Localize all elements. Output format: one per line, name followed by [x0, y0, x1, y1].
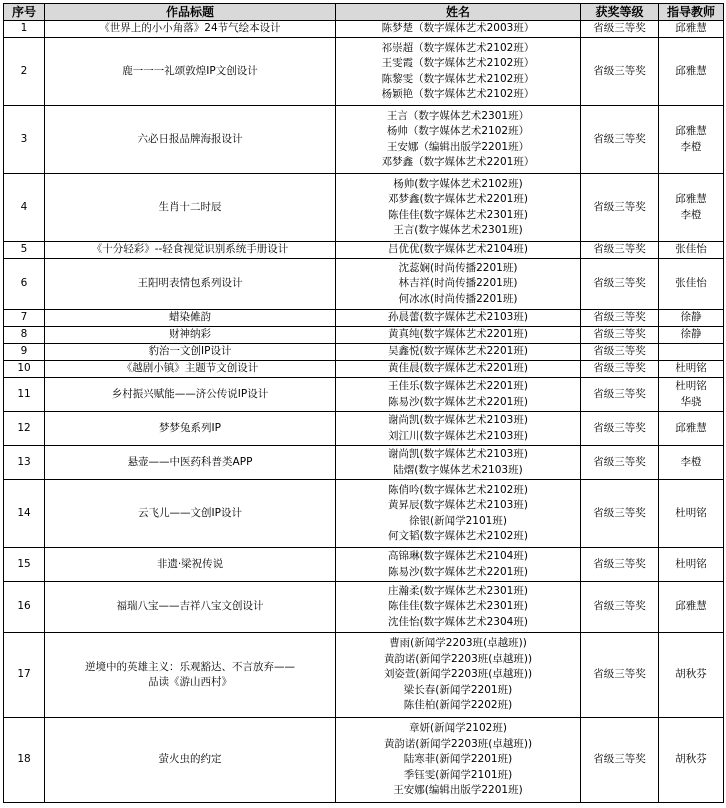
- cell-award: 省级三等奖: [581, 412, 659, 446]
- cell-names-line: 王佳乐(数字媒体艺术2201班): [388, 380, 528, 393]
- cell-names-line: 谢尚凯(数字媒体艺术2103班): [388, 448, 528, 461]
- cell-teacher-line: 杜明铭: [675, 362, 707, 375]
- cell-teacher-line: 邱雅慧: [675, 125, 707, 138]
- cell-award: 省级三等奖: [581, 480, 659, 548]
- cell-index: 12: [4, 412, 45, 446]
- cell-names-line: 徐银(新闻学2101班): [409, 514, 507, 527]
- cell-teacher-line: 邱雅慧: [675, 600, 707, 613]
- table-row: [4, 361, 724, 378]
- cell-index: 4: [4, 174, 45, 242]
- cell-names: [336, 480, 581, 548]
- cell-teacher-line: 杜明铭: [675, 506, 707, 519]
- cell-index: 11: [4, 378, 45, 412]
- cell-names-line: 高锦琳(数字媒体艺术2104班): [388, 550, 528, 563]
- cell-names-line: 黄韵诺(新闻学2203班(卓越班)): [383, 737, 533, 750]
- cell-title-line: 品读《游山西村》: [148, 676, 232, 688]
- cell-award: 省级三等奖: [581, 310, 659, 327]
- cell-title-line: 蜡染傩韵: [169, 311, 211, 324]
- table-body: [4, 21, 724, 803]
- cell-names-line: 季钰雯(新闻学2101班): [403, 768, 513, 781]
- cell-title: [45, 633, 336, 718]
- cell-names-line: 杨颖艳（数字媒体艺术2102班）: [381, 87, 535, 100]
- cell-teacher-line: 邱雅慧: [675, 193, 707, 206]
- cell-teacher: [659, 718, 724, 803]
- cell-names-line: 吴鑫悦(数字媒体艺术2201班): [388, 345, 528, 358]
- cell-teacher-line: 张佳怡: [675, 243, 707, 256]
- cell-names-line: 庄瀚柔(数字媒体艺术2301班): [388, 584, 528, 597]
- cell-teacher: [659, 242, 724, 259]
- table-row: [4, 412, 724, 446]
- cell-award: 省级三等奖: [581, 259, 659, 310]
- cell-teacher-line: 徐静: [680, 311, 702, 324]
- cell-names-line: 陈佳佳(数字媒体艺术2301班): [388, 208, 528, 221]
- cell-names: [336, 327, 581, 344]
- cell-names-line: 章妍(新闻学2102班): [409, 722, 507, 735]
- cell-teacher: [659, 446, 724, 480]
- cell-title-line: 财神纳彩: [169, 328, 211, 341]
- table-row: [4, 378, 724, 412]
- cell-names-line: 王安娜(编辑出版学2201班): [393, 784, 523, 797]
- cell-award: 省级三等奖: [581, 174, 659, 242]
- cell-names-line: 沈蕊娴(时尚传播2201班): [398, 261, 518, 274]
- cell-names: [336, 718, 581, 803]
- cell-index: 16: [4, 582, 45, 633]
- cell-index: 18: [4, 718, 45, 803]
- cell-title: [45, 21, 336, 38]
- cell-title: [45, 378, 336, 412]
- cell-names-line: 邓梦鑫（数字媒体艺术2201班）: [381, 155, 535, 168]
- cell-names-line: 何冰冰(时尚传播2201班): [398, 292, 518, 305]
- table-row: [4, 310, 724, 327]
- cell-names: [336, 242, 581, 259]
- cell-names-line: 刘江川(数字媒体艺术2103班): [388, 429, 528, 442]
- cell-teacher-line: 胡秋芬: [675, 753, 707, 766]
- cell-names: [336, 259, 581, 310]
- cell-teacher-line: 李橙: [680, 455, 702, 468]
- table-row: [4, 38, 724, 106]
- cell-teacher: [659, 106, 724, 174]
- cell-award: 省级三等奖: [581, 548, 659, 582]
- cell-names-line: 陈佳柏(新闻学2202班): [403, 699, 513, 712]
- cell-teacher: [659, 38, 724, 106]
- cell-award: 省级三等奖: [581, 21, 659, 38]
- table-row: [4, 344, 724, 361]
- cell-title-line: 乡村振兴赋能——济公传说IP设计: [111, 387, 269, 400]
- cell-teacher-line: 胡秋芬: [675, 668, 707, 681]
- cell-teacher-line: 李橙: [680, 140, 702, 153]
- table-row: [4, 259, 724, 310]
- cell-title: [45, 310, 336, 327]
- cell-names: [336, 106, 581, 174]
- cell-award: 省级三等奖: [581, 38, 659, 106]
- cell-teacher: [659, 310, 724, 327]
- cell-title-line: 云飞儿——文创IP设计: [138, 506, 242, 519]
- cell-names: [336, 21, 581, 38]
- cell-teacher-line: 邱雅慧: [675, 64, 707, 77]
- cell-teacher: [659, 344, 724, 361]
- cell-title-line: 《世界上的小小角落》24节气绘本设计: [99, 22, 281, 35]
- cell-names-line: 陈黎雯（数字媒体艺术2102班）: [381, 72, 535, 85]
- cell-title: [45, 174, 336, 242]
- cell-names: [336, 412, 581, 446]
- cell-title-line: 《十分轻彩》--轻食视觉识别系统手册设计: [91, 243, 289, 256]
- cell-teacher-line: 张佳怡: [675, 277, 707, 290]
- cell-names-line: 黄韵诺(新闻学2203班(卓越班)): [383, 652, 533, 665]
- cell-title: [45, 327, 336, 344]
- cell-index: 7: [4, 310, 45, 327]
- cell-award: 省级三等奖: [581, 718, 659, 803]
- header-names: 姓名: [336, 4, 581, 21]
- cell-teacher: [659, 259, 724, 310]
- cell-names-line: 陆熠(数字媒体艺术2103班): [393, 463, 523, 476]
- cell-title-line: 生肖十二时辰: [158, 200, 222, 213]
- cell-names-line: 林吉祥(时尚传播2201班): [398, 277, 518, 290]
- cell-names: [336, 344, 581, 361]
- cell-index: 15: [4, 548, 45, 582]
- cell-teacher: [659, 327, 724, 344]
- table-row: [4, 633, 724, 718]
- cell-title-line: 《越剧小镇》主题节文创设计: [121, 362, 259, 375]
- cell-names: [336, 38, 581, 106]
- cell-names-line: 黄昇辰(数字媒体艺术2103班): [388, 499, 528, 512]
- cell-teacher-line: 李橙: [680, 208, 702, 221]
- cell-teacher: [659, 174, 724, 242]
- cell-teacher: [659, 480, 724, 548]
- cell-index: 13: [4, 446, 45, 480]
- table-row: [4, 548, 724, 582]
- table-row: [4, 480, 724, 548]
- table-row: [4, 446, 724, 480]
- award-table: [3, 3, 724, 803]
- cell-names-line: 王言(数字媒体艺术2301班): [393, 223, 523, 236]
- cell-title-line: 逆境中的英雄主义：乐观豁达、不言放弃——: [85, 660, 295, 673]
- cell-names-line: 杨帅(数字媒体艺术2102班): [393, 177, 523, 190]
- cell-title-line: 梦梦兔系列IP: [159, 421, 221, 434]
- cell-index: 6: [4, 259, 45, 310]
- cell-names-line: 刘姿萱(新闻学2203班(卓越班)): [383, 668, 533, 681]
- cell-index: 14: [4, 480, 45, 548]
- cell-teacher-line: 杜明铭: [675, 380, 707, 393]
- cell-teacher: [659, 633, 724, 718]
- cell-names-line: 曹雨(新闻学2203班(卓越班)): [389, 637, 527, 650]
- cell-names: [336, 174, 581, 242]
- cell-award: 省级三等奖: [581, 378, 659, 412]
- cell-names: [336, 582, 581, 633]
- cell-names: [336, 633, 581, 718]
- cell-names: [336, 361, 581, 378]
- cell-names-line: 孙晨蕾(数字媒体艺术2103班): [388, 311, 528, 324]
- cell-index: 1: [4, 21, 45, 38]
- table-row: [4, 327, 724, 344]
- cell-title-line: 非遗·梁祝传说: [156, 557, 224, 570]
- table-row: [4, 242, 724, 259]
- cell-teacher-line: 杜明铭: [675, 557, 707, 570]
- cell-teacher: [659, 361, 724, 378]
- cell-names-line: 谢尚凯(数字媒体艺术2103班): [388, 414, 528, 427]
- cell-names-line: 陆寒菲(新闻学2201班): [403, 753, 513, 766]
- cell-teacher: [659, 548, 724, 582]
- cell-title-line: 萤火虫的约定: [158, 753, 222, 766]
- cell-title: [45, 344, 336, 361]
- cell-title: [45, 480, 336, 548]
- cell-names-line: 祁崇超（数字媒体艺术2102班）: [381, 41, 535, 54]
- cell-title-line: 六必日报品牌海报设计: [137, 132, 243, 145]
- cell-award: 省级三等奖: [581, 242, 659, 259]
- cell-teacher-line: 徐静: [680, 328, 702, 341]
- table-row: [4, 582, 724, 633]
- cell-index: 17: [4, 633, 45, 718]
- cell-names-line: 何文韬(数字媒体艺术2102班): [388, 529, 528, 542]
- cell-award: 省级三等奖: [581, 582, 659, 633]
- cell-index: 2: [4, 38, 45, 106]
- cell-teacher: [659, 582, 724, 633]
- cell-names-line: 黄真纯(数字媒体艺术2201班): [388, 328, 528, 341]
- cell-names-line: 王言（数字媒体艺术2301班）: [386, 109, 530, 122]
- cell-award: 省级三等奖: [581, 106, 659, 174]
- table-row: [4, 21, 724, 38]
- cell-names-line: 杨帅（数字媒体艺术2102班）: [386, 125, 530, 138]
- cell-teacher: [659, 21, 724, 38]
- cell-title-line: 悬壶——中医药科普类APP: [127, 455, 253, 468]
- cell-title-line: 王阳明表情包系列设计: [137, 277, 243, 290]
- cell-names-line: 邓梦鑫(数字媒体艺术2201班): [388, 193, 528, 206]
- cell-title: [45, 38, 336, 106]
- cell-title: [45, 242, 336, 259]
- cell-names-line: 陈俏吟(数字媒体艺术2102班): [388, 483, 528, 496]
- cell-teacher-line: 邱雅慧: [675, 22, 707, 35]
- cell-teacher: [659, 412, 724, 446]
- cell-names-line: 梁长春(新闻学2201班): [403, 683, 513, 696]
- table-row: [4, 174, 724, 242]
- cell-names-line: 陈佳佳(数字媒体艺术2301班): [388, 600, 528, 613]
- cell-title: [45, 412, 336, 446]
- table-row: [4, 106, 724, 174]
- cell-award: 省级三等奖: [581, 633, 659, 718]
- header-award: 获奖等级: [581, 4, 659, 21]
- cell-index: 9: [4, 344, 45, 361]
- header-row: [4, 4, 724, 21]
- cell-title: [45, 106, 336, 174]
- cell-title: [45, 582, 336, 633]
- cell-names-line: 黄佳晨(数字媒体艺术2201班): [388, 362, 528, 375]
- cell-names: [336, 378, 581, 412]
- cell-index: 3: [4, 106, 45, 174]
- cell-award: 省级三等奖: [581, 344, 659, 361]
- cell-teacher-line: 华骁: [680, 395, 702, 408]
- cell-names-line: 陈易沙(数字媒体艺术2201班): [388, 395, 528, 408]
- cell-names-line: 陈易沙(数字媒体艺术2201班): [388, 565, 528, 578]
- cell-title-line: 鹿一一一礼颂敦煌IP文创设计: [122, 64, 258, 77]
- cell-teacher-line: 邱雅慧: [675, 421, 707, 434]
- cell-names-line: 王安娜（编辑出版学2201班）: [386, 140, 530, 153]
- cell-title: [45, 718, 336, 803]
- header-index: 序号: [4, 4, 45, 21]
- cell-names-line: 吕优优(数字媒体艺术2104班): [388, 243, 528, 256]
- cell-title: [45, 361, 336, 378]
- cell-award: 省级三等奖: [581, 446, 659, 480]
- cell-title: [45, 548, 336, 582]
- cell-names-line: 陈梦楚（数字媒体艺术2003班）: [381, 22, 535, 35]
- cell-award: 省级三等奖: [581, 327, 659, 344]
- cell-index: 10: [4, 361, 45, 378]
- cell-names-line: 王雯霞（数字媒体艺术2102班）: [381, 57, 535, 70]
- cell-title-line: 豹治一文创IP设计: [148, 345, 232, 358]
- header-title: 作品标题: [45, 4, 336, 21]
- cell-names: [336, 548, 581, 582]
- cell-index: 5: [4, 242, 45, 259]
- cell-title: [45, 446, 336, 480]
- cell-names: [336, 446, 581, 480]
- cell-title-line: 福瑞八宝——吉祥八宝文创设计: [116, 600, 264, 613]
- table-row: [4, 718, 724, 803]
- cell-index: 8: [4, 327, 45, 344]
- cell-names-line: 沈佳怡(数字媒体艺术2304班): [388, 615, 528, 628]
- cell-names: [336, 310, 581, 327]
- cell-teacher: [659, 378, 724, 412]
- header-teacher: 指导教师: [659, 4, 724, 21]
- cell-title: [45, 259, 336, 310]
- cell-award: 省级三等奖: [581, 361, 659, 378]
